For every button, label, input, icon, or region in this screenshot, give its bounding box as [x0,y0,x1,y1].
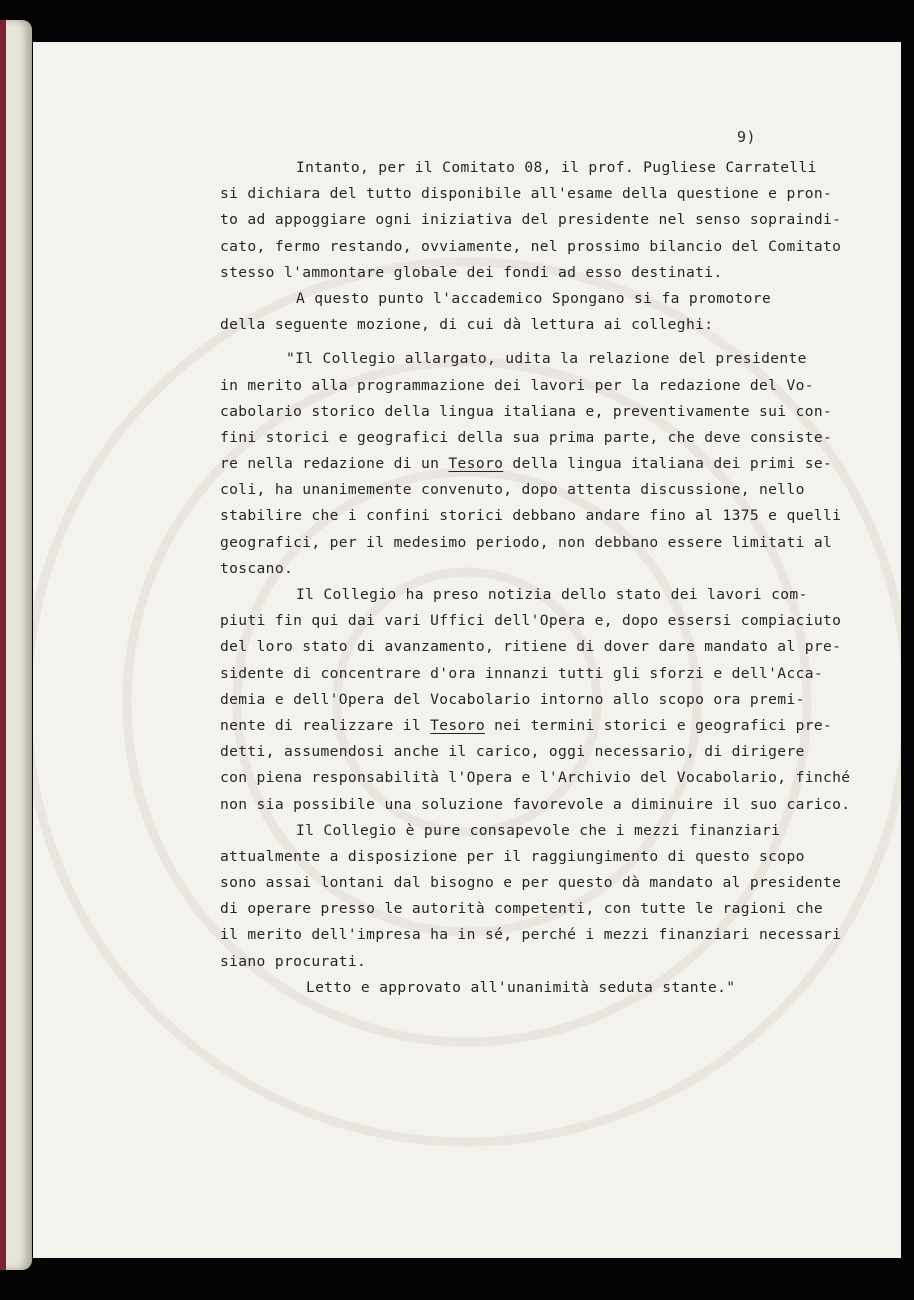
text-span: cabolario storico della lingua italiana e, preventivamente sui con- [220,402,833,420]
text-line [220,451,833,477]
text-line [220,477,805,503]
text-span: coli, ha unanimemente convenuto, dopo attenta discussione, nello [220,481,805,499]
text-span: Il Collegio ha preso notizia dello stato dei lavori com- [296,586,808,603]
text-span: detti, assumendosi anche il carico, oggi necessario, di dirigere [220,743,805,761]
text-span: geografici, per il medesimo periodo, non debbano essere limitati al [220,533,833,551]
text-span: Il Collegio è pure consapevole che i mezzi finanziari [296,821,781,839]
text-line [220,425,833,451]
text-span: "Il Collegio allargato, udita la relazione del presidente [286,350,807,368]
text-line [220,870,842,896]
text-line [220,818,781,844]
text-line [220,687,805,713]
text-line [220,949,750,975]
facing-page-edge [0,20,32,1270]
text-span: siano procurati. [220,952,367,970]
page-number: 9) [737,128,757,146]
text-line [220,556,750,582]
text-span: della seguente mozione, di cui dà lettura ai colleghi: [220,316,714,334]
underlined-term: Tesoro [448,455,504,473]
text-line [220,608,842,634]
text-span: sidente di concentrare d'ora innanzi tutti gli sforzi e dell'Acca- [220,664,823,682]
text-line [220,373,814,399]
paragraph-gap [220,338,750,346]
text-line [220,234,842,260]
text-span: Letto e approvato all'unanimità seduta stante." [306,978,736,996]
text-line [220,844,805,870]
document-body [220,155,851,1001]
text-span: non sia possibile una soluzione favorevole a diminuire il suo carico. [220,795,851,813]
text-span: fini storici e geografici della sua prima parte, che deve consiste- [220,428,833,446]
text-line [220,530,833,556]
text-line [220,896,823,922]
text-line [220,792,851,818]
underlined-term: Tesoro [430,716,485,734]
text-line [220,155,817,181]
text-span: stabilire che i confini storici debbano andare fino al 1375 e quelli [220,507,842,525]
text-line [220,713,833,739]
text-span: cato, fermo restando, ovviamente, nel prossimo bilancio del Comitato [220,237,842,255]
document-page [33,42,901,1258]
text-span: Intanto, per il Comitato 08, il prof. Pugliese Carratelli [296,159,817,176]
text-span: in merito alla programmazione dei lavori per la redazione del Vo- [220,376,814,394]
text-span: del loro stato di avanzamento, ritiene di dover dare mandato al pre- [220,638,842,656]
text-line [220,207,842,233]
text-line [220,739,805,765]
text-span: to ad appoggiare ogni iniziativa del presidente nel senso sopraindi- [220,211,842,229]
text-line [220,922,842,948]
text-span: A questo punto l'accademico Spongano si fa promotore [296,289,772,307]
text-span: si dichiara del tutto disponibile all'esame della questione e pron- [220,185,833,203]
text-span: con piena responsabilità l'Opera e l'Archivio del Vocabolario, finché [220,769,851,787]
text-line [220,260,750,286]
text-span: nei termini storici e geografici pre- [484,716,833,734]
text-span: il merito dell'impresa ha in sé, perché i mezzi finanziari necessari [220,926,842,944]
text-span: nente di realizzare il [220,716,431,734]
text-span: della lingua italiana dei primi se- [503,455,833,473]
text-span: re nella redazione di un [220,455,449,473]
text-line [220,975,750,1001]
text-span: demia e dell'Opera del Vocabolario intorno allo scopo ora premi- [220,690,805,708]
text-span: di operare presso le autorità competenti, con tutte le ragioni che [220,900,823,918]
text-span: attualmente a disposizione per il raggiungimento di questo scopo [220,847,805,865]
text-line [220,286,772,312]
text-line [220,765,851,791]
text-line [220,661,823,687]
text-span: toscano. [220,559,294,577]
text-span: stesso l'ammontare globale dei fondi ad esso destinati. [220,263,723,281]
text-line [220,503,842,529]
text-line [220,181,833,207]
text-line [220,312,750,338]
text-span: piuti fin qui dai vari Uffici dell'Opera e, dopo essersi compiaciuto [220,612,842,630]
text-span: sono assai lontani dal bisogno e per questo dà mandato al presidente [220,874,842,892]
text-line [220,634,842,660]
text-line [220,399,833,425]
text-line [220,582,808,608]
text-line [220,346,807,372]
